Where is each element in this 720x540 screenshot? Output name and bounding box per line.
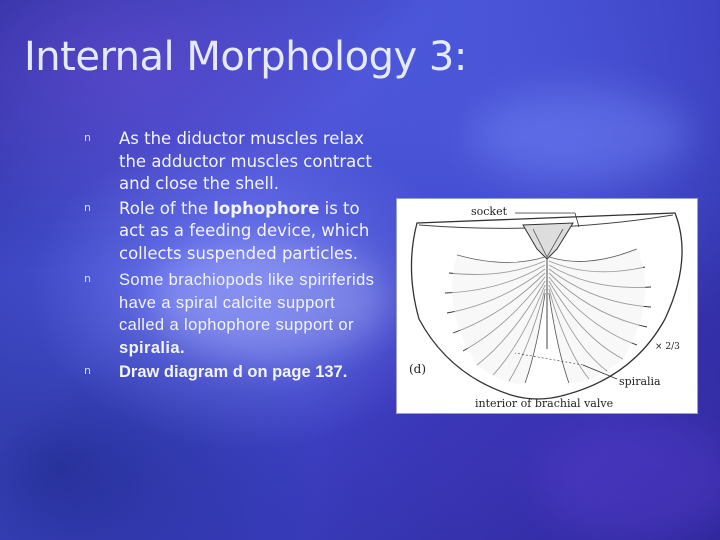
spiralia-label: spiralia bbox=[619, 375, 661, 388]
bullet-text bbox=[119, 198, 384, 266]
background-glow bbox=[470, 90, 690, 180]
brachial-valve-drawing bbox=[397, 199, 697, 413]
cardinal-process bbox=[523, 223, 573, 259]
bullet-text bbox=[119, 269, 384, 359]
bullet-marker: n bbox=[84, 131, 91, 144]
bullet-text-prefix: Some brachiopods like spiriferids have a spiral calcite support called a lophophore support or bbox=[119, 271, 375, 334]
bullet-emphasis: spiralia. bbox=[119, 338, 185, 357]
bullet-item bbox=[84, 361, 384, 384]
bullet-marker: n bbox=[84, 272, 91, 285]
bullet-emphasis: lophophore bbox=[213, 198, 320, 218]
socket-label: socket bbox=[471, 205, 508, 218]
bullet-text-suffix: is to act as a feeding device, which collects suspended particles. bbox=[119, 198, 370, 263]
bullet-text: Draw diagram d on page 137. bbox=[119, 363, 348, 381]
bullet-text-prefix: Role of the bbox=[119, 198, 214, 218]
brachial-valve-diagram bbox=[396, 198, 698, 414]
diagram-caption: interior of brachial valve bbox=[475, 397, 614, 410]
slide-title: Internal Morphology 3: bbox=[24, 34, 467, 80]
bullet-item bbox=[84, 269, 384, 359]
scale-label: × 2/3 bbox=[655, 342, 680, 352]
background-glow bbox=[540, 420, 720, 540]
bullet-list bbox=[84, 128, 384, 386]
view-label: (d) bbox=[409, 362, 427, 376]
bullet-item bbox=[84, 198, 384, 266]
bullet-item bbox=[84, 128, 384, 196]
socket-pointer-tip bbox=[575, 213, 579, 227]
bullet-marker: n bbox=[84, 200, 91, 214]
bullet-marker: n bbox=[84, 364, 91, 377]
bullet-text: As the diductor muscles relax the adductor muscles contract and close the shell. bbox=[119, 129, 372, 193]
spiralia-right-fill bbox=[549, 249, 645, 383]
